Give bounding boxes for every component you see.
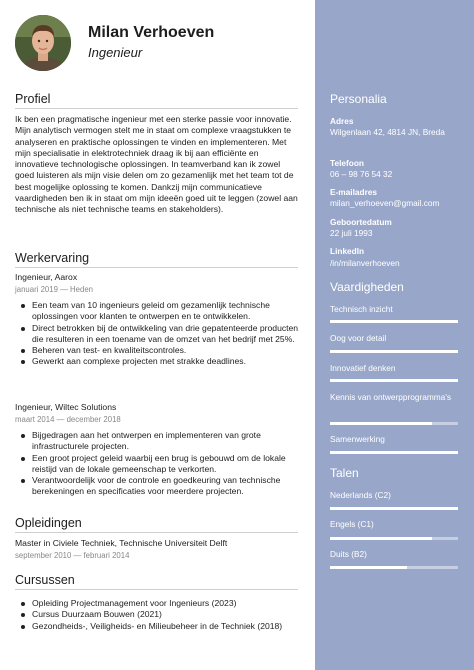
language-bar bbox=[330, 537, 458, 540]
linkedin-label: LinkedIn bbox=[330, 246, 365, 256]
skill-bar bbox=[330, 379, 458, 382]
list-item: Beheren van test- en kwaliteitscontroles. bbox=[15, 345, 300, 356]
address-value: Wilgenlaan 42, 4814 JN, Breda bbox=[330, 127, 445, 137]
languages-heading: Talen bbox=[330, 466, 359, 480]
profile-text: Ik ben een pragmatische ingenieur met een sterke passie voor innovatie. Mijn analytisch vermogen stelt me in staat om complexe vraagstukken te analyseren en praktische oplossingen te vinden en implementeren. Met mijn specialisatie in elektrotechniek draag ik bij aan efficiënte en innovatieve technologische oplossingen. In teamverband kan ik zowel goed luisteren als mijn visie delen om zo gezamenlijk met het team tot de best mogelijke oplossing te komen. Dankzij mijn communicatieve vaardigheden ben ik in staat om mijn ideeën goed uit te leggen (zowel aan technische als niet technische teams en stakeholders). bbox=[15, 114, 298, 215]
courses-heading: Cursussen bbox=[15, 573, 298, 590]
email-value: milan_verhoeven@gmail.com bbox=[330, 198, 440, 208]
personal-heading: Personalia bbox=[330, 92, 387, 106]
list-item: Verantwoordelijk voor de controle en goedkeuring van technische berekeningen en specificaties voor meerdere projecten. bbox=[15, 475, 300, 498]
language-name: Duits (B2) bbox=[330, 549, 367, 559]
candidate-name: Milan Verhoeven bbox=[88, 24, 215, 41]
email-label: E-mailadres bbox=[330, 187, 378, 197]
education-dates: september 2010 — februari 2014 bbox=[15, 551, 130, 560]
language-name: Engels (C1) bbox=[330, 519, 374, 529]
birthdate-value: 22 juli 1993 bbox=[330, 228, 373, 238]
job-title: Ingenieur, Aarox bbox=[15, 272, 78, 282]
skill-name: Innovatief denken bbox=[330, 363, 396, 373]
skills-heading: Vaardigheden bbox=[330, 280, 404, 294]
linkedin-value[interactable]: /in/milanverhoeven bbox=[330, 258, 400, 268]
courses-list bbox=[15, 598, 300, 632]
list-item: Bijgedragen aan het ontwerpen en implementeren van grote infrastructurele projecten. bbox=[15, 430, 300, 453]
birthdate-label: Geboortedatum bbox=[330, 217, 392, 227]
job-dates: januari 2019 — Heden bbox=[15, 285, 94, 294]
job-bullets bbox=[15, 300, 300, 368]
experience-heading: Werkervaring bbox=[15, 251, 298, 268]
list-item: Cursus Duurzaam Bouwen (2021) bbox=[15, 609, 300, 620]
language-name: Nederlands (C2) bbox=[330, 490, 391, 500]
profile-heading: Profiel bbox=[15, 92, 298, 109]
phone-label: Telefoon bbox=[330, 158, 364, 168]
job-bullets bbox=[15, 430, 300, 498]
list-item: Een team van 10 ingenieurs geleid om gezamenlijk technische oplossingen voor klanten te ontwerpen en te ontwikkelen. bbox=[15, 300, 300, 323]
list-item: Direct betrokken bij de ontwikkeling van drie gepatenteerde producten die resulteren in een toename van de omzet van het bedrijf met 25%. bbox=[15, 323, 300, 346]
job-title: Ingenieur, Wiltec Solutions bbox=[15, 402, 117, 412]
skill-name: Samenwerking bbox=[330, 434, 385, 444]
resume-header bbox=[15, 15, 305, 75]
skill-bar bbox=[330, 350, 458, 353]
language-bar bbox=[330, 566, 458, 569]
address-label: Adres bbox=[330, 116, 354, 126]
job-dates: maart 2014 — december 2018 bbox=[15, 415, 121, 424]
phone-value: 06 – 98 76 54 32 bbox=[330, 169, 393, 179]
list-item: Een groot project geleid waarbij een brug is gebouwd om de lokale reistijd van de lokale gemeenschap te verkorten. bbox=[15, 453, 300, 476]
skill-bar bbox=[330, 320, 458, 323]
list-item: Opleiding Projectmanagement voor Ingenieurs (2023) bbox=[15, 598, 300, 609]
skill-name: Technisch inzicht bbox=[330, 304, 393, 314]
sidebar bbox=[315, 0, 474, 670]
avatar bbox=[15, 15, 71, 71]
list-item: Gewerkt aan complexe projecten met strakke deadlines. bbox=[15, 356, 300, 367]
skill-name: Kennis van ontwerpprogramma's bbox=[330, 392, 452, 402]
candidate-job-title: Ingenieur bbox=[88, 45, 143, 60]
education-title: Master in Civiele Techniek, Technische Universiteit Delft bbox=[15, 538, 228, 548]
language-bar bbox=[330, 507, 458, 510]
skill-bar bbox=[330, 422, 458, 425]
skill-name: Oog voor detail bbox=[330, 333, 387, 343]
skill-bar bbox=[330, 451, 458, 454]
list-item: Gezondheids-, Veiligheids- en Milieubeheer in de Techniek (2018) bbox=[15, 621, 300, 632]
education-heading: Opleidingen bbox=[15, 516, 298, 533]
